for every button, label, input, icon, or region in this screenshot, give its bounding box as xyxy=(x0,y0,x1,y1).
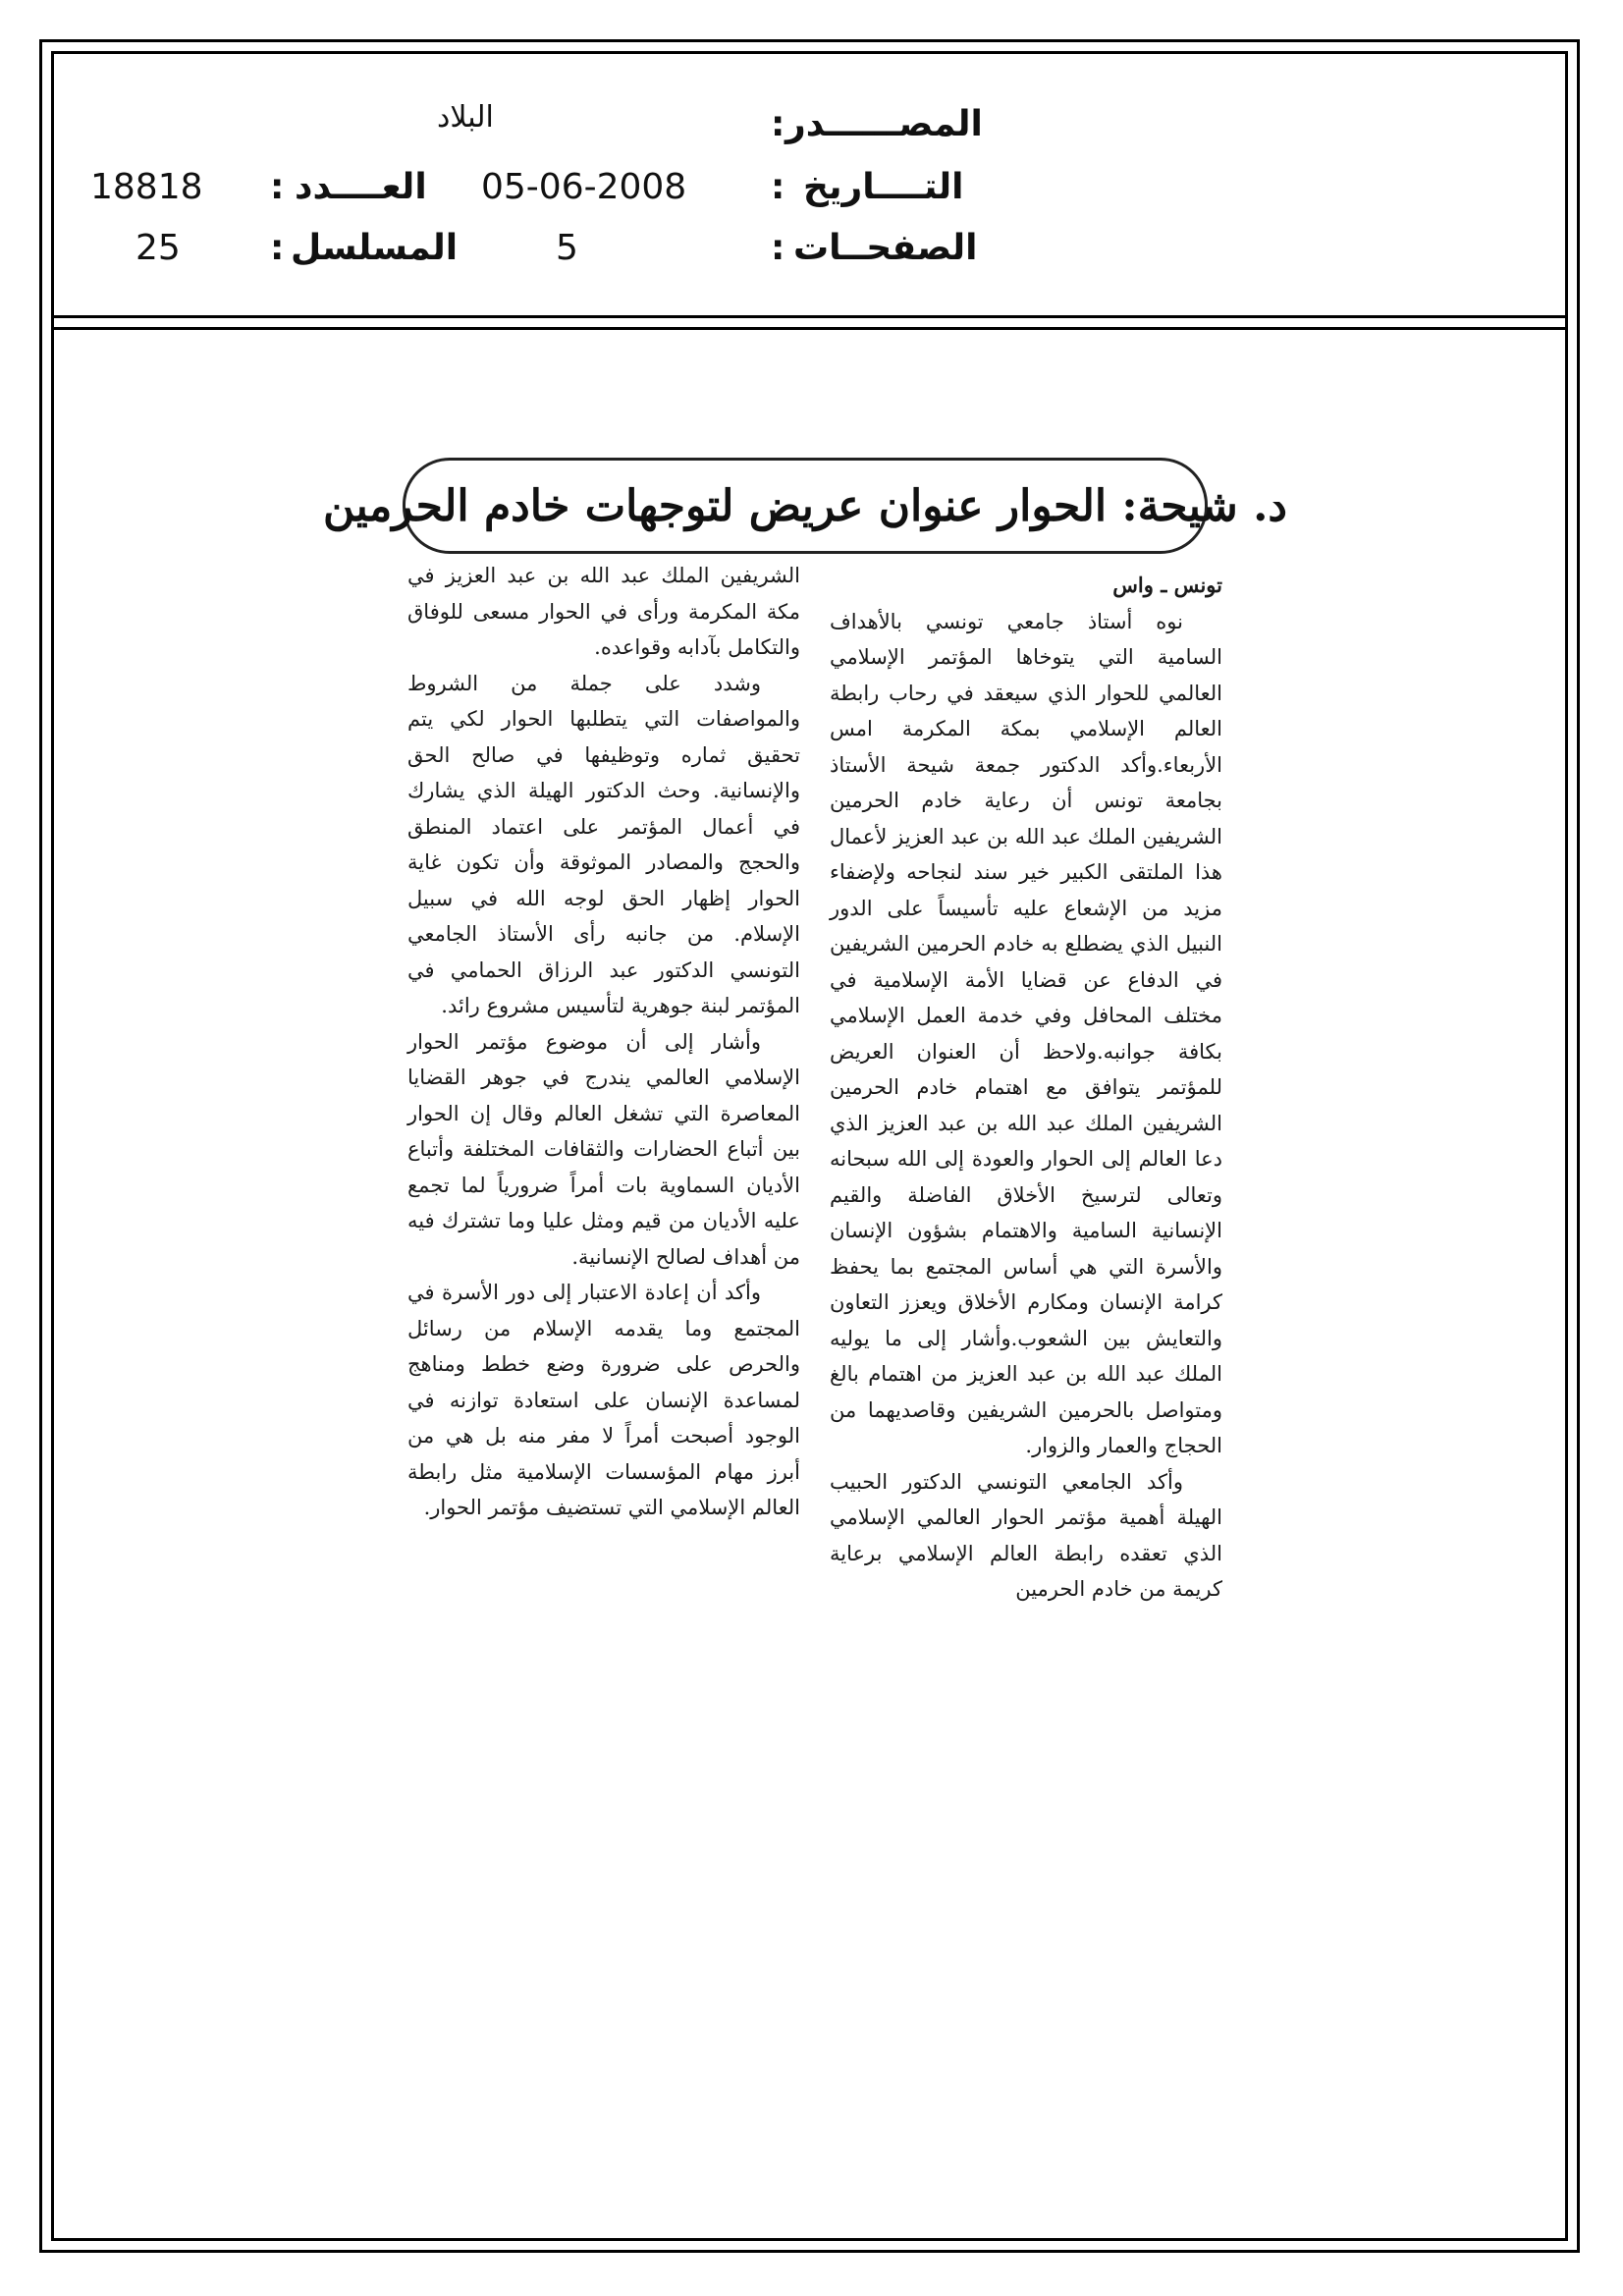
serial-colon: : xyxy=(270,228,285,268)
header-divider-double xyxy=(51,327,1568,330)
article-paragraph: وأكد أن إعادة الاعتبار إلى دور الأسرة في المجتمع وما يقدمه الإسلام من رسائل والحرص على ضرورة وضع خطط ومناهج لمساعدة الإنسان على استعادة توازنه في الوجود أصبحت أمراً لا مفر منه بل هي من أبرز مهام المؤسسات الإسلامية مثل رابطة العالم الإسلامي التي تستضيف مؤتمر الحوار. xyxy=(407,1281,800,1519)
article-paragraph: وشدد على جملة من الشروط والمواصفات التي يتطلبها الحوار لكي يتم تحقيق ثماره وتوظيفها في صالح الحق والإنسانية. وحث الدكتور الهيلة الذي يشارك في أعمال المؤتمر على اعتماد المنطق والحجج والمصادر الموثوقة وأن تكون غاية الحوار إظهار الحق لوجه الله في سبيل الإسلام. من جانبه رأى الأستاذ الجامعي التونسي الدكتور عبد الرزاق الحمامي في المؤتمر لبنة جوهرية لتأسيس مشروع رائد. xyxy=(407,671,800,1017)
issue-colon: : xyxy=(270,167,285,207)
article-dateline: تونس ـ واس xyxy=(1112,573,1222,597)
article-paragraph: وأشار إلى أن موضوع مؤتمر الحوار الإسلامي العالمي يندرج في جوهر القضايا المعاصرة التي تشغل العالم وقال إن الحوار بين أتباع الحضارات والثقافات المختلفة وأتباع الأديان السماوية بات أمراً ضرورياً لما تجمع عليه الأديان من قيم ومثل عليا وما تشترك فيه من أهداف لصالح الإنسانية. xyxy=(407,1029,800,1269)
issue-label: العــــدد xyxy=(295,167,427,207)
source-label: المصــــــدر xyxy=(785,104,983,144)
article-column-left xyxy=(407,558,800,1526)
pages-label: الصفحــات xyxy=(793,228,978,268)
article-paragraph: الشريفين الملك عبد الله بن عبد العزيز في مكة المكرمة ورأى في الحوار مسعى للوفاق والتكامل بآدابه وقواعده. xyxy=(407,564,800,659)
article-clipping xyxy=(322,450,1288,1663)
serial-label: المسلسل xyxy=(291,228,459,268)
pages-value: 5 xyxy=(556,228,578,268)
article-column-right xyxy=(830,568,1222,1608)
pages-colon: : xyxy=(771,228,785,268)
article-paragraph: وأكد الجامعي التونسي الدكتور الحبيب الهيلة أهمية مؤتمر الحوار العالمي الإسلامي الذي تعقده رابطة العالم الإسلامي برعاية كريمة من خادم الحرمين xyxy=(830,1469,1222,1601)
headline-frame xyxy=(322,458,1288,554)
date-value: 05-06-2008 xyxy=(481,167,687,207)
header-divider xyxy=(51,315,1568,318)
article-headline: د. شيحة: الحوار عنوان عريض لتوجهات خادم الحرمين xyxy=(322,480,1288,531)
article-paragraph: نوه أستاذ جامعي تونسي بالأهداف السامية التي يتوخاها المؤتمر الإسلامي العالمي للحوار الذي سيعقد في رحاب رابطة العالم الإسلامي بمكة المكرمة امس الأربعاء.وأكد الدكتور جمعة شيحة الأستاذ بجامعة تونس أن رعاية خادم الحرمين الشريفين الملك عبد الله بن عبد العزيز لأعمال هذا الملتقى الكبير خير سند لنجاحه ولإضفاء مزيد من الإشعاع عليه تأسيساً على الدور النبيل الذي يضطلع به خادم الحرمين الشريفين في الدفاع عن قضايا الأمة الإسلامية في مختلف المحافل وفي خدمة العمل الإسلامي بكافة جوانبه.ولاحظ أن العنوان العريض للمؤتمر يتوافق مع اهتمام خادم الحرمين الشريفين الملك عبد الله بن عبد العزيز الذي دعا العالم إلى الحوار والعودة إلى الله سبحانه وتعالى لترسيخ الأخلاق الفاضلة والقيم الإنسانية السامية والاهتمام بشؤون الإنسان والأسرة التي هي أساس المجتمع بما يحفظ كرامة الإنسان ومكارم الأخلاق ويعزز التعاون والتعايش بين الشعوب.وأشار إلى ما يوليه الملك عبد الله بن عبد العزيز من اهتمام بالغ ومتواصل بالحرمين الشريفين وقاصديهما من الحجاج والعمار والزوار. xyxy=(830,609,1222,1457)
date-label: التــــاريخ xyxy=(803,167,964,207)
issue-value: 18818 xyxy=(90,167,203,207)
source-value: البلاد xyxy=(437,100,494,135)
serial-value: 25 xyxy=(135,228,181,268)
source-colon: : xyxy=(771,104,785,144)
date-colon: : xyxy=(771,167,785,207)
